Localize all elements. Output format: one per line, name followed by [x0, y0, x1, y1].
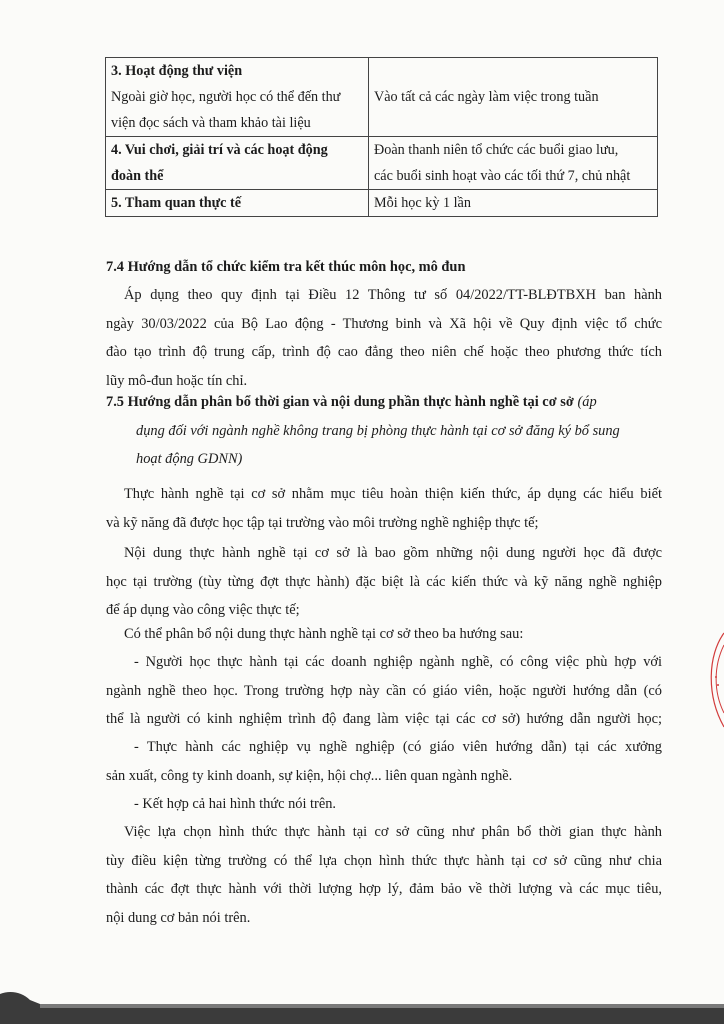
text-line: Nội dung thực hành nghề tại cơ sở là bao gồm những nội dung người học đã được	[124, 545, 662, 561]
text-line: đào tạo trình độ trung cấp, trình độ cao đẳng theo niên chế hoặc theo phương thức tích	[106, 344, 662, 361]
table-cell	[369, 58, 658, 137]
table-cell	[106, 190, 369, 217]
bullet-3	[106, 790, 662, 819]
text-line: tùy điều kiện từng trường có thể lựa chọn hình thức thực hành tại cơ sở cũng như chia	[106, 852, 662, 869]
text-line: Có thể phân bổ nội dung thực hành nghề tại cơ sở theo ba hướng sau:	[124, 626, 524, 642]
text-line: - Kết hợp cả hai hình thức nói trên.	[134, 796, 337, 812]
bullet-1	[106, 648, 662, 734]
row-value: Vào tất cả các ngày làm việc trong tuần	[374, 89, 599, 105]
row-value: Mỗi học kỳ 1 lần	[374, 195, 471, 211]
text-line: ngày 30/03/2022 của Bộ Lao động - Thương binh và Xã hội về Quy định việc tổ chức	[106, 315, 662, 332]
row-label: 5. Tham quan thực tế	[111, 195, 242, 211]
table-cell	[369, 137, 658, 190]
row-label: 4. Vui chơi, giải trí và các hoạt động	[111, 142, 328, 158]
table-cell	[106, 137, 369, 190]
paragraph-3	[106, 620, 662, 649]
row-note: Ngoài giờ học, người học có thể đến thư	[111, 89, 341, 105]
section-heading-7-5	[106, 388, 666, 474]
activities-table	[105, 57, 658, 217]
heading-note: dụng đối với ngành nghề không trang bị phòng thực hành tại cơ sở đăng ký bổ sung	[136, 422, 620, 439]
paragraph-2	[106, 539, 662, 625]
table-row	[106, 190, 658, 217]
paragraph-1	[106, 480, 662, 537]
row-value: các buổi sinh hoạt vào các tối thứ 7, chủ nhật	[374, 168, 631, 184]
row-value: Đoàn thanh niên tổ chức các buổi giao lưu,	[374, 142, 619, 158]
row-note: viện đọc sách và tham khảo tài liệu	[111, 115, 311, 131]
table-cell	[106, 58, 369, 137]
heading-note: (áp	[577, 394, 597, 410]
text-line: sản xuất, công ty kinh doanh, sự kiện, hội chợ... liên quan ngành nghề.	[106, 767, 513, 784]
text-line: Áp dụng theo quy định tại Điều 12 Thông tư số 04/2022/TT-BLĐTBXH ban hành	[124, 287, 662, 303]
text-line: - Người học thực hành tại các doanh nghiệp ngành nghề, có công việc phù hợp với	[134, 654, 662, 670]
text-line: thể là người có kinh nghiệm trình độ đang làm việc tại các cơ sở) hướng dẫn người học;	[106, 711, 662, 728]
text-line: - Thực hành các nghiệp vụ nghề nghiệp (có giáo viên hướng dẫn) tại các xưởng	[134, 739, 662, 755]
bullet-2	[106, 733, 662, 790]
text-line: và kỹ năng đã được học tập tại trường vào môi trường nghề nghiệp thực tế;	[106, 514, 539, 531]
table-row	[106, 137, 658, 190]
text-line: ngành nghề theo học. Trong trường hợp này cần có giáo viên, hoặc người hướng dẫn (có	[106, 682, 662, 699]
text-line: lũy mô-đun hoặc tín chỉ.	[106, 372, 248, 389]
text-line: Việc lựa chọn hình thức thực hành tại cơ sở cũng như phân bổ thời gian thực hành	[124, 824, 662, 840]
row-label: đoàn thể	[111, 168, 164, 184]
table-row	[106, 58, 658, 137]
paragraph-4	[106, 818, 662, 932]
table-cell	[369, 190, 658, 217]
heading-text: 7.5 Hướng dẫn phân bổ thời gian và nội dung phần thực hành nghề tại cơ sở	[106, 394, 574, 410]
section-heading-7-4: 7.4 Hướng dẫn tổ chức kiểm tra kết thúc môn học, mô đun	[106, 259, 466, 275]
heading-note: hoạt động GDNN)	[136, 451, 243, 468]
text-line: thành các đợt thực hành với thời lượng hợp lý, đảm bảo về thời lượng và các mục tiêu,	[106, 881, 662, 898]
seal-stamp-edge	[700, 625, 724, 735]
text-line: nội dung cơ bản nói trên.	[106, 909, 251, 926]
row-label: 3. Hoạt động thư viện	[111, 63, 243, 79]
paragraph-7-4	[106, 281, 662, 395]
page-footer-decoration	[0, 990, 724, 1024]
text-line: Thực hành nghề tại cơ sở nhằm mục tiêu hoàn thiện kiến thức, áp dụng các hiểu biết	[124, 486, 662, 502]
text-line: để áp dụng vào công việc thực tế;	[106, 602, 300, 619]
text-line: học tại trường (tùy từng đợt thực hành) đặc biệt là các kiến thức và kỹ năng nghề nghiệp	[106, 573, 662, 590]
